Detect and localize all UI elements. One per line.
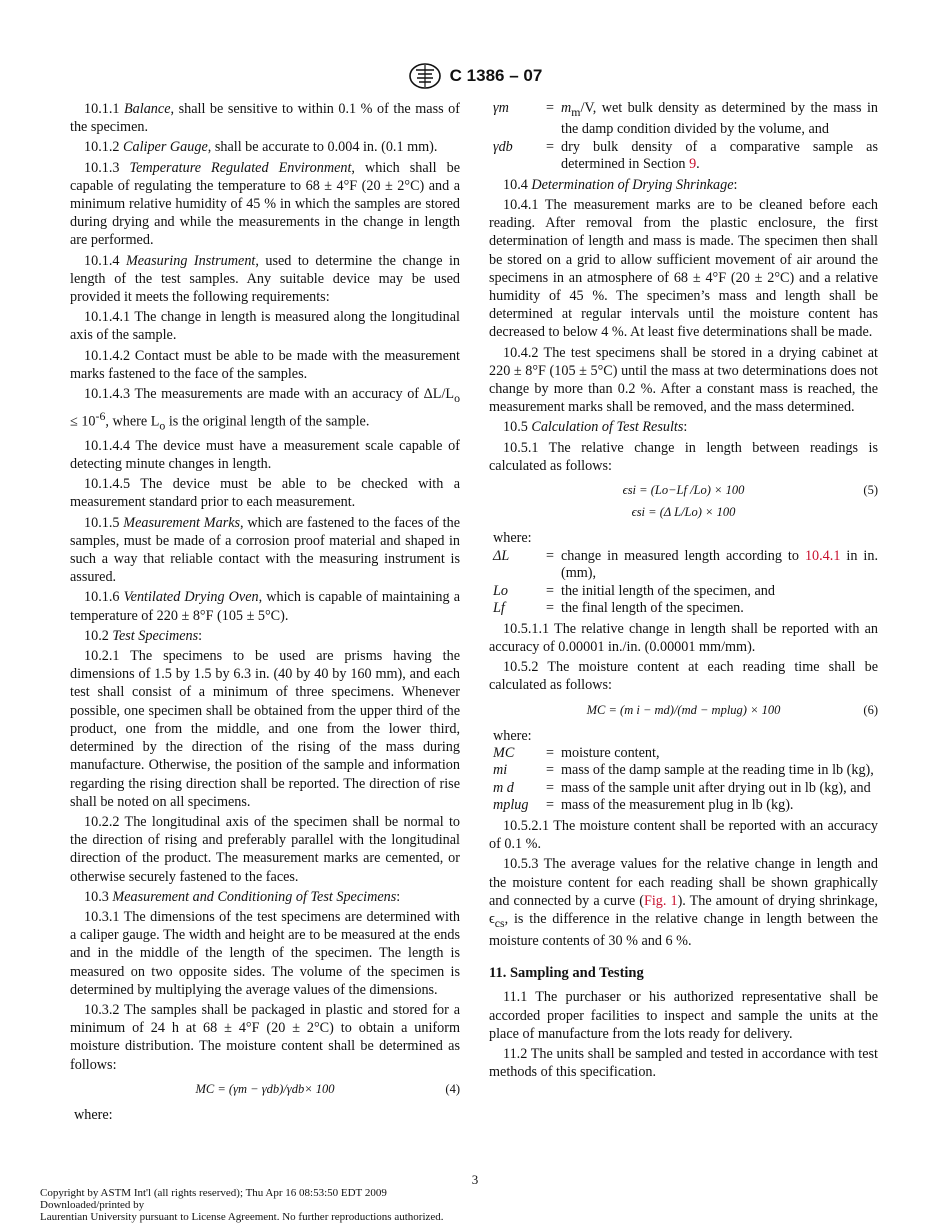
astm-logo-icon: [408, 62, 442, 90]
paragraph-10-4-2: 10.4.2 The test specimens shall be stored in a drying cabinet at 220 ± 8°F (105 ± 5°C) until the mass at two determinations does not change by more than 0.2 %. After a constant mass is reached, the measurement marks shall be removed, and the mass determined.: [489, 344, 878, 416]
equation-4-formula: MC = (γm − γdb)/γdb× 100: [195, 1081, 335, 1096]
equation-5: [489, 481, 878, 521]
equation-5-line-1: ϵsi = (Lo−Lf /Lo) × 100: [622, 483, 745, 498]
paragraph-10-3: 10.3 Measurement and Conditioning of Test Specimens:: [84, 888, 401, 905]
section-11-heading: 11. Sampling and Testing: [489, 965, 644, 982]
equation-6-number: (6): [863, 702, 878, 717]
paragraph-10-5-1: 10.5.1 The relative change in length between readings is calculated as follows:: [489, 439, 878, 474]
definition-row: γm = $m_m/V$, wet bulk density as determined by the mass in the damp condition divided by the volume, and: [493, 100, 878, 138]
paragraph-10-5-2: 10.5.2 The moisture content at each reading time shall be calculated as follows:: [489, 659, 878, 694]
definition-row: MC = moisture content,: [493, 744, 660, 761]
definition-row: ΔL = change in measured length according to 10.4.1 in in. (mm),: [493, 547, 879, 582]
definitions-length: [489, 548, 878, 618]
paragraph-10-1-4-5: 10.1.4.5 The device must be able to be checked with a measurement standard prior to each measurement.: [70, 476, 460, 511]
definitions-moisture: [489, 745, 878, 815]
equation-4: [70, 1080, 460, 1098]
paragraph-10-1-4-2: 10.1.4.2 Contact must be able to be made with the measurement marks fastened to the face of the samples.: [70, 347, 460, 382]
equation-5-line-2: ϵsi = (Δ L/Lo) × 100: [631, 505, 736, 520]
figure-1-link[interactable]: Fig. 1: [643, 892, 678, 909]
paragraph-10-1-5: 10.1.5 Measurement Marks, which are fastened to the faces of the samples, must be made of a corrosion proof material and shaped in such a way that reliable contact with the measuring instrument is assured.: [70, 514, 460, 586]
paragraph-10-1-4-1: 10.1.4.1 The change in length is measured along the longitudinal axis of the sample.: [70, 309, 460, 344]
definition-row: m d = mass of the sample unit after drying out in lb (kg), and: [493, 779, 871, 796]
paragraph-11-1: 11.1 The purchaser or his authorized representative shall be accorded proper facilities to inspect and sample the units at the place of manufacture from the lots ready for delivery.: [489, 989, 878, 1042]
left-column: [70, 100, 460, 1124]
paragraph-11-2: 11.2 The units shall be sampled and tested in accordance with test methods of this specification.: [489, 1045, 878, 1081]
where-label: where:: [493, 727, 532, 744]
right-column: [489, 100, 878, 1083]
paragraph-10-1-6: 10.1.6 Ventilated Drying Oven, which is capable of maintaining a temperature of 220 ± 8°F (105 ± 5°C).: [70, 589, 461, 624]
definition-row: mplug = mass of the measurement plug in lb (kg).: [493, 797, 794, 814]
page-number: 3: [471, 1172, 479, 1187]
paragraph-10-5-2-1: 10.5.2.1 The moisture content shall be reported with an accuracy of 0.1 %.: [489, 817, 878, 853]
paragraph-10-1-4: 10.1.4 Measuring Instrument, used to determine the change in length of the test samples. Any suitable device may be used provided it meets the following requirements:: [70, 252, 460, 306]
paragraph-10-1-4-3: 10.1.4.3 The measurements are made with an accuracy of $\Delta L/L_o \le 10^{-6}$, where $L_o$ is the original length of the sample.: [70, 386, 460, 433]
definition-row: Lo = the initial length of the specimen, and: [493, 582, 775, 599]
page-header: [0, 62, 950, 90]
paragraph-10-1-4-4: 10.1.4.4 The device must have a measurement scale capable of detecting minute changes in length.: [70, 437, 460, 473]
paragraph-10-4-1: 10.4.1 The measurement marks are to be cleaned before each reading. After removal from the plastic enclosure, the first determination of length and mass is made. The specimen then shall be stored on a grid to allow sufficient movement of air around the specimens in an atmosphere of 68 ± 4°F (20 ± 2°C) and a relative humidity of 45 %. The specimen’s mass and length shall be determined at regular intervals until the moisture content has decreased to below 4 %. At least five determinations shall be made.: [489, 197, 878, 341]
paragraph-10-4: 10.4 Determination of Drying Shrinkage:: [503, 176, 738, 193]
paragraph-10-2-1: 10.2.1 The specimens to be used are prisms having the dimensions of 1.5 by 1.5 by 6.3 in. (40 by 40 by 160 mm), and each test shall consist of a minimum of three specimens. Whenever possible, one specimen shall be obtained from the upper third of the product, one from the middle, and one from the lower third, determined by the direction of the rising of the mass during manufacture. Otherwise, the position of the sample and information regarding the rising direction shall be reported. The direction of rise shall be noted on all specimens.: [70, 648, 460, 810]
paragraph-10-3-1: 10.3.1 The dimensions of the test specimens are determined with a caliper gauge. The width and height are to be measured at the ends and in the middle of the length of the specimen. The length is measured on two opposite sides. The volume of the specimen is determined by multiplying the average values of the dimensions.: [70, 908, 460, 998]
paragraph-10-1-2: 10.1.2 Caliper Gauge, shall be accurate to 0.004 in. (0.1 mm).: [84, 139, 438, 156]
where-label: where:: [493, 530, 532, 547]
document-code: C 1386 – 07: [449, 66, 543, 85]
paragraph-10-5: 10.5 Calculation of Test Results:: [503, 419, 688, 436]
footer-line: Laurentian University pursuant to License Agreement. No further reproductions authorized.: [40, 1211, 444, 1223]
footer-line: Copyright by ASTM Int'l (all rights reserved); Thu Apr 16 08:53:50 EDT 2009: [40, 1187, 387, 1199]
equation-5-number: (5): [863, 483, 878, 498]
definition-row: Lf = the final length of the specimen.: [493, 600, 744, 617]
copyright-footer: [40, 1187, 444, 1223]
definition-row: γdb = dry bulk density of a comparative sample as determined in Section 9.: [493, 138, 878, 173]
equation-6-formula: MC = (m i − md)/(md − mplug) × 100: [586, 702, 781, 717]
definition-row: mi = mass of the damp sample at the reading time in lb (kg),: [493, 762, 874, 779]
equation-6: [489, 701, 878, 719]
paragraph-10-1-3: 10.1.3 Temperature Regulated Environment, which shall be capable of regulating the temperature to 68 ± 4°F (20 ± 2°C) and a minimum relative humidity of 45 % in which the samples are stored during drying and while the measurements in the change in length are performed.: [70, 159, 460, 249]
equation-4-number: (4): [445, 1081, 460, 1096]
paragraph-10-2: 10.2 Test Specimens:: [84, 627, 203, 644]
section-10-4-1-link[interactable]: 10.4.1: [804, 547, 841, 564]
paragraph-10-5-3: 10.5.3 The average values for the relative change in length and the moisture content for each reading shall be shown graphically and connected by a curve (Fig. 1). The amount of drying shrinkage, $\epsilon_{cs}$, is the difference in the relative change in length between the moisture contents of 30 % and 6 %.: [489, 856, 878, 949]
paragraph-10-3-2: 10.3.2 The samples shall be packaged in plastic and stored for a minimum of 24 h at 68 ± 4°F (20 ± 2°C) to obtain a uniform moisture distribution. The moisture content shall be determined as follows:: [70, 1001, 460, 1073]
paragraph-10-2-2: 10.2.2 The longitudinal axis of the specimen shall be normal to the direction of rising and preferably parallel with the longitudinal direction of the product. The measurement marks are cemented, or otherwise securely fastened to the faces.: [70, 813, 460, 885]
section-9-link[interactable]: 9: [689, 156, 697, 173]
definitions-density: [489, 100, 878, 174]
paragraph-10-5-1-1: 10.5.1.1 The relative change in length shall be reported with an accuracy of 0.00001 in./in. (0.00001 mm/mm).: [489, 620, 878, 655]
where-label: where:: [74, 1106, 113, 1123]
footer-line: Downloaded/printed by: [40, 1199, 145, 1211]
paragraph-10-1-1: 10.1.1 Balance, shall be sensitive to within 0.1 % of the mass of the specimen.: [70, 101, 461, 136]
